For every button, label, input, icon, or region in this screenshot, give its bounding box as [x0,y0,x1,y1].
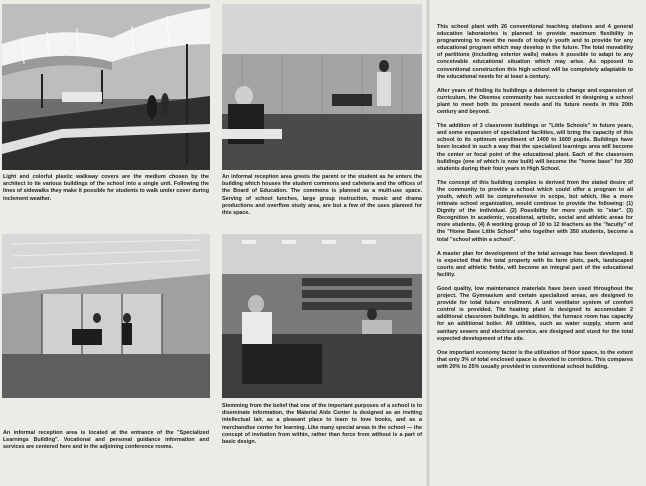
materials-center-photo-art [222,234,422,398]
reception-photo-art [222,4,422,170]
body-paragraph: After years of finding its buildings a deterrent to change and expansion of curriculum, the Okemos community has succeeded in designing a school plant to meet both its present needs and its future needs in this 20th century and beyond. [437,87,633,116]
materials-center-photo [222,234,422,398]
reception-photo [222,4,422,170]
specialized-learnings-caption: An informal reception area is located at the entrance of the "Specialized Learnings Building". Vocational and personal guidance information and services are centered here and in the adjoining conference rooms. [3,430,209,451]
specialized-learnings-photo [2,234,210,398]
body-paragraph: A master plan for development of the total acreage has been developed. It is expected that the total property with its farm plots, park, landscaped courts and athletic fields, will become an integral part of the educational facility. [437,250,633,278]
body-paragraph: One important economy factor is the utilization of floor space, to the extent that only 3% of total enclosed space is devoted to corridors. This compares with 20% to 25% usually provided in conventional school building. [437,349,633,370]
walkway-photo [2,4,210,170]
body-paragraph: Good quality, low maintenance materials have been used throughout the project. The Gymnasium and certain specialized areas, are designed to provide for total future enrollment. A unit ventilator system of comfort control is provided. The heating plant is designed to accomodate 2 additional classroom buildings. In addition, the furnace room has capacity for an additional boiler. All utilities, such as water supply, storm and sanitary sewers and electrical service, are designed and sized for the total expected development of the site. [437,286,633,342]
materials-center-caption: Stemming from the belief that one of the important purposes of a school is to diseminate information, the Material Aids Center is designed as an inviting intellectual lair, as a pleasant place to learn to love books, and as a merchandise center for learning. Like many special areas in the school — the concept of invitation from within, rather than force from without is a part of basic design. [222,403,422,446]
body-text-column [437,24,633,479]
body-paragraph: This school plant with 26 conventional teaching stations and 4 general education laboratories is planned to provide maximum flexibility in programming to meet the needs of today's youth and to provide for any educational program which may develop in the future. The total movability of partitions (including exterior walls) makes it possible to adapt to any conceivable educational situation which may arise. As opposed to conventional construction this high school will be completely adaptable to the educational needs for at least a century. [437,24,633,80]
body-paragraph: The concept of this building complex is derived from the stated desire of the community to provide a school which could offer a program to all youth, which will be comprehensive in scope, but which, like a more intimate school organization, would continue to provide the following: (1) Dignity of the individual. (2) Possibility for more youth to "star". (3) Recognition in academic, vocational, artistic, social and athletic areas for more students. (4) A working group of 10 to 12 teachers as the "faculty" of the "Home Base Little School" who together with 350 students, become a total "school within a school". [437,179,633,243]
body-paragraph: The addition of 3 classroom buildings or "Little Schools" in future years, and some expansion of specialized facilities, will bring the capacity of this school to its optimum enrollment of 1400 to 1600 pupils. Buildings have been located in such a way that the specialized learnings area will become the center or focal point of the educational plant. Each of the classroom buildings (one of which is now built) will become the "home base" for 350 students during their four years in High School. [437,123,633,172]
specialized-learnings-photo-art [2,234,210,398]
walkway-photo-art [2,4,210,170]
page-fold [426,0,430,486]
walkway-caption: Light and colorful plastic walkway covers are the medium chosen by the architect to tie various buildings of the school into a single unit. Following the lines of sidewalks they make it possible for students to walk under cover during inclement weather. [3,174,209,202]
reception-caption: An informal reception area greets the parent or the student as he enters the building which houses the student commons and cafeteria and the offices of the Board of Education. The commons is planned as a multi-use space. Serving of school lunches, large group instruction, music and drama productions and overflow study area, are but a few of the uses planned for this space. [222,174,422,217]
